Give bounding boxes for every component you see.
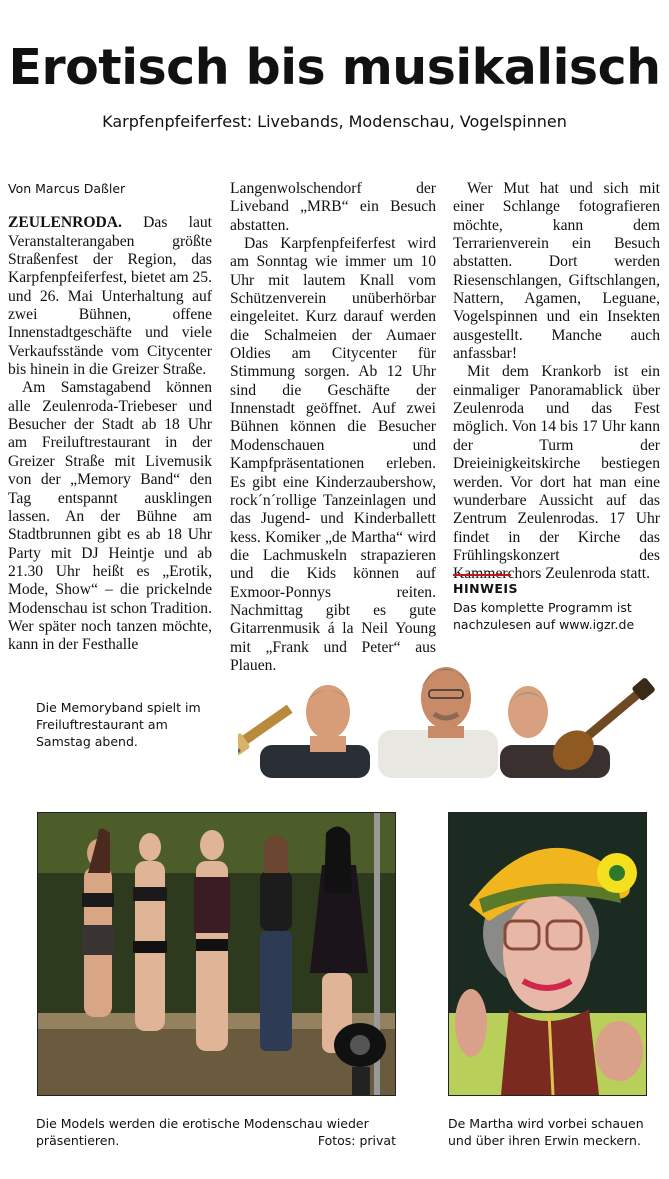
models-photo xyxy=(37,812,396,1096)
article-column-3 xyxy=(453,180,660,584)
article-paragraph xyxy=(8,214,212,379)
article-paragraph: Am Samstagabend können alle Zeulenroda-Triebeser und Besucher der Stadt ab 18 Uhr am Freiluftrestaurant in der Greizer Straße mit Livemusik von der „Memory Band“ den Tag entspannt ausklingen lassen. An der Bühne am Stadtbrunnen gibt es ab 18 Uhr Party mit DJ Heintje und ab 21.30 Uhr heißt es „Erotik, Mode, Show“ – die prickelnde Modenschau ist schon Tradition. Wer später noch tanzen möchte, kann in der Festhalle xyxy=(8,379,212,654)
article-column-2 xyxy=(230,180,436,675)
article-paragraph: Langenwolschendorf der Liveband „MRB“ ein Besuch abstatten. xyxy=(230,180,436,234)
band-photo-caption: Die Memoryband spielt im Freiluftrestaurant am Samstag abend. xyxy=(36,700,201,749)
martha-photo xyxy=(448,812,647,1096)
hinweis-divider xyxy=(453,574,511,576)
caption-text: Die Models werden die erotische Modenschau wieder präsentieren. xyxy=(36,1116,369,1148)
models-photo-caption xyxy=(36,1115,396,1149)
byline: Von Marcus Daßler xyxy=(8,181,126,196)
hinweis-text: Das komplette Programm ist nachzulesen auf www.igzr.de xyxy=(453,600,635,632)
article-paragraph: Wer Mut hat und sich mit einer Schlange fotografieren möchte, kann dem Terrarienverein ein Besuch abstatten. Dort werden Riesenschlangen, Giftschlangen, Nattern, Agamen, Leguane, Vogelspinnen und ein Insekten ausgestellt. Manche auch anfassbar! xyxy=(453,180,660,363)
paragraph-text: Das laut Veranstalterangaben größte Straßenfest der Region, das Karpfenpfeiferfest, bietet am 25. und 26. Mai Unterhaltung auf zwei Bühnen, offene Innenstadtgeschäfte und viele Verkaufsstände vom Citycenter bis hinein in die Greizer Straße. xyxy=(8,214,212,379)
article-paragraph: Das Karpfenpfeiferfest wird am Sonntag wie immer um 10 Uhr mit lautem Knall vom Schützenverein unüberhörbar eingeleitet. Kurz darauf werden die Schalmeien der Aumaer Oldies am Citycenter für Stimmung sorgen. Ab 12 Uhr sind die Geschäfte der Innenstadt geöffnet. Auf zwei Bühnen können die Besucher Modenschauen und Kampfpräsentationen erleben. Es gibt eine Kinderzaubershow, rock´n´rollige Tanzeinlagen und das Jugend- und Kinderballett kess. Komiker „de Martha“ wird die Lachmuskeln strapazieren und die Kids können auf Exmoor-Ponnys reiten. Nachmittag gibt es gute Gitarrenmusik á la Neil Young mit „Frank und Peter“ aus Plauen. xyxy=(230,235,436,674)
band-photo xyxy=(238,650,658,778)
hinweis-title: HINWEIS xyxy=(453,581,519,596)
article-column-1 xyxy=(8,180,212,655)
article-paragraph: Mit dem Krankorb ist ein einmaliger Panoramablick über Zeulenroda und das Fest möglich. Von 14 bis 17 Uhr kann der Turm der Dreieinigkeitskirche bestiegen werden. Vor dort hat man eine wunderbare Aussicht auf das Zentrum Zeulenrodas. 17 Uhr findet in der Kirche das Frühlingskonzert des Kammerchors Zeulenroda statt. xyxy=(453,363,660,583)
subheadline: Karpfenpfeiferfest: Livebands, Modenschau, Vogelspinnen xyxy=(102,112,567,131)
dateline: ZEULENRODA. xyxy=(8,214,122,232)
headline: Erotisch bis musikalisch xyxy=(8,39,661,96)
photo-credit: Fotos: privat xyxy=(317,1133,396,1148)
martha-photo-caption: De Martha wird vorbei schauen und über ihren Erwin meckern. xyxy=(448,1116,644,1148)
